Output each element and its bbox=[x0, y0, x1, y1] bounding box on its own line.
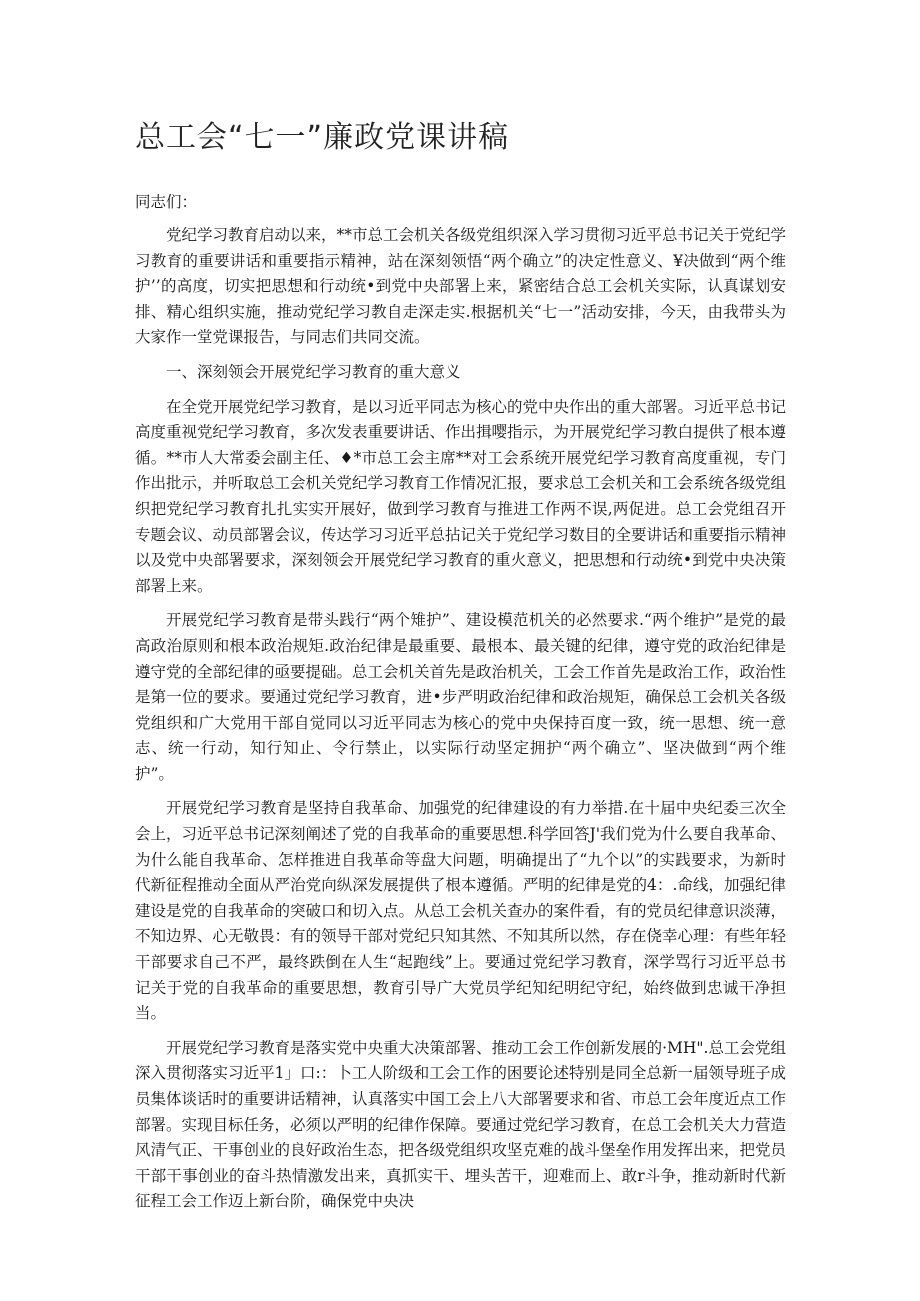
intro-paragraph: 党纪学习教育启动以来，**市总工会机关各级党组织深入学习贯彻习近平总书记关于党纪学习教育的重要讲话和重要指示精神，站在深刻领悟“两个确立”的决定性意义、¥决做到“两个维护’’的高度，切实把思想和行动统•到党中央部署上来，紧密结合总工会机关实际，认真谋划安排、精心组织实施，推动党纪学习教自走深走实.根据机关“七一”活动安排，今天，由我带头为大家作一堂党课报告，与同志们共同交流。 bbox=[135, 226, 787, 347]
document-page bbox=[135, 118, 786, 1224]
body-paragraph-3: 开展党纪学习教育是坚持自我革命、加强党的纪律建设的有力举措.在十届中央纪委三次全会上，习近平总书记深刻阐述了党的自我革命的重要思想.科学回答J'我们党为什么要自我革命、为什么能自我革命、怎样推进自我革命等盘大问题，明确提出了“九个以”的实践要求，为新时代新征程推动全面从严治党向纵深发展提供了根本遵循。严明的纪律是党的4：.命线，加强纪律建设是党的自我革命的突破口和切入点。从总工会机关查办的案件看，有的党员纪律意识淡薄，不知边界、心无敬畏：有的领导干部对党纪只知其然、不知其所以然，存在侥幸心理：有些年轻干部要求自己不严，最终跌倒在人生“起跑线”上。要通过党纪学习教育，深学骂行习近平总书记关于党的自我革命的重要思想，教育引导广大党员学纪知纪明纪守纪，始终做到忠诚干净担当。 bbox=[135, 799, 787, 1023]
body-paragraph-1: 在全党开展党纪学习教育，是以习近平同志为核心的党中央作出的重大部署。习近平总书记高度重视党纪学习教育，多次发表重要讲话、作出揖嘤指示，为开展党纪学习教白提供了根本遵循。**市人大常委会副主任、♦*市总工会主席**对工会系统开展党纪学习教育高度重视，专门作出批示，并听取总工会机关党纪学习教育工作情况汇报，要求总工会机关和工会系统各级党组织把党纪学习教育扎扎实实开展好，做到学习教育与推进工作两不误,两促进。总工会党组召开专题会议、动员部署会议，传达学习习近平总拈记关于党纪学习数目的全要讲话和重要指示精神以及党中央部署要求，深刻领会开展党纪学习教育的重火意义，把思想和行动统•到党中央决策部署上来。 bbox=[135, 397, 787, 595]
document-title: 总工会“七一”廉政党课讲稿 bbox=[135, 120, 510, 155]
body-paragraph-4: 开展党纪学习教育是落实党中央重大决策部署、推动工会工作创新发展的·MH".总工会党组深入贯彻落实习近平1」口:：卜工人阶级和工会工作的困要论述特别是同全总新一届领导班子成员集体谈话时的重要讲话精神，认真落实中国工会上八大部署要求和省、市总工会年度近点工作部署。实现目标任务，必须以严明的纪律作保障。要通过党纪学习教育，在总工会机关大力营造风清气正、干事创业的良好政治生态，把各级党组织攻坚克难的战斗堡垒作用发挥出来，把党员干部干事创业的奋斗热情激发出来，真抓实干、埋头苦干，迎难而上、敢r斗争，推动新时代新征程工会工作迈上新台阶，确保党中央决 bbox=[135, 1038, 787, 1211]
section-heading: 一、深刻领会开展党纪学习教育的重大意义 bbox=[166, 362, 461, 381]
greeting: 同志们： bbox=[135, 193, 198, 211]
body-paragraph-2: 开展党纪学习教育是带头践行“两个雉护”、建设模范机关的必然要求.“两个维护”是党的最高政治原则和根本政治规矩.政治纪律是最重要、最根本、最关键的纪律，遵守党的政治纪律是遵守党的全部纪律的亟要提础。总工会机关首先是政治机关，工会工作首先是政治工作，政治性是第一位的要求。要通过党纪学习教育，进•步严明政治纪律和政治规矩，确保总工会机关各级党组织和广大党用干部自觉同以习近平同志为核心的党中央保持百度一致，统一思想、统一意志、统一行动，知行知止、令行禁止，以实际行动坚定拥护“两个确立”、坚决做到“两个维护”。 bbox=[135, 611, 787, 783]
